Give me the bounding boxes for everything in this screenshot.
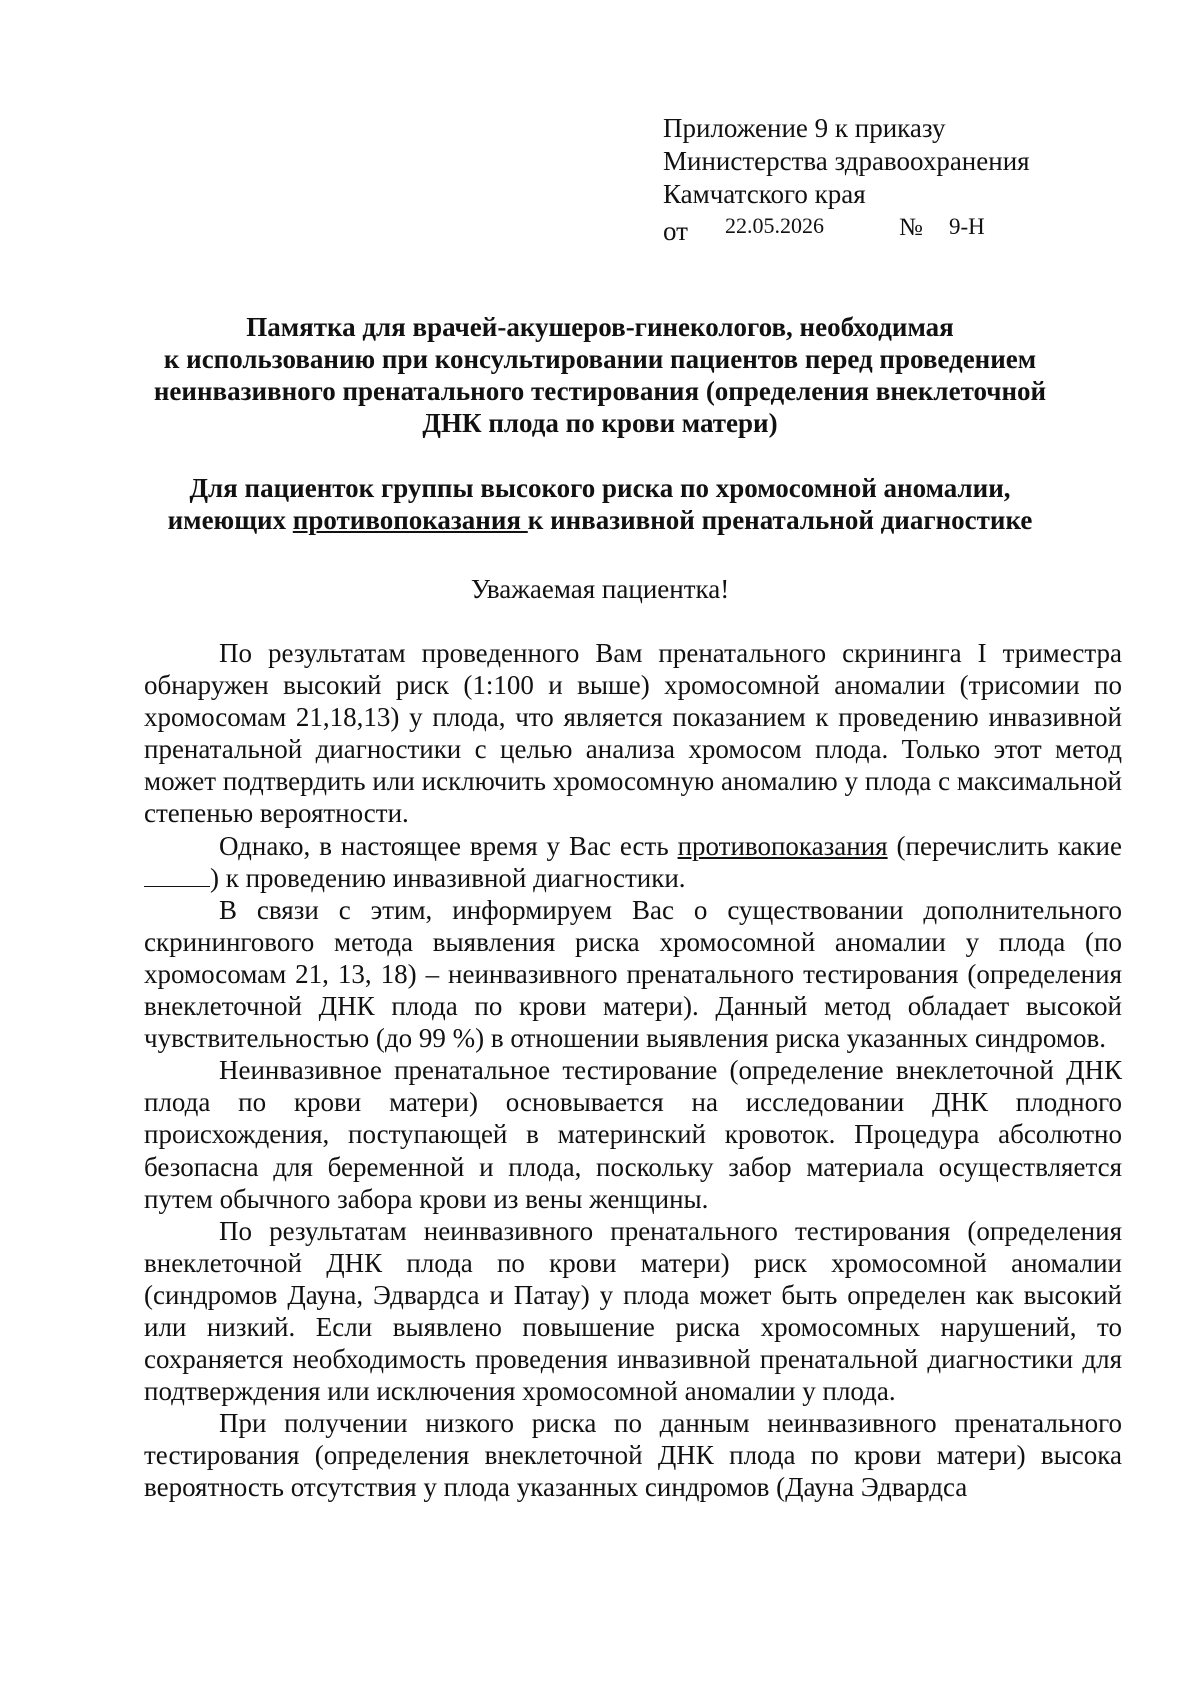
order-appendix-header [663,112,1030,244]
paragraph-text: ) к проведению инвазивной диагностики. [210,862,686,893]
order-number: 9-Н [949,214,985,239]
document-subtitle [130,472,1070,536]
contraindications-underlined: противопоказания [677,830,888,861]
order-date: 22.05.2026 [725,213,824,238]
from-label: от [663,216,688,246]
subtitle-text: имеющих [167,505,293,535]
title-line: к использованию при консультировании пациентов перед проведением [163,344,1037,374]
paragraph: В связи с этим, информируем Вас о существовании дополнительного скринингового метода выявления риска хромосомной аномалии у плода (по хромосомам 21, 13, 18) – неинвазивного пренатального тестирования (определения внеклеточной ДНК плода по крови матери). Данный метод обладает высокой чувствительностью (до 99 %) в отношении выявления риска указанных синдромов. [144,894,1122,1054]
appendix-line: Приложение 9 к приказу [663,113,946,143]
ministry-line: Министерства здравоохранения [663,146,1030,176]
subtitle-line: Для пациенток группы высокого риска по хромосомной аномалии, [189,473,1011,503]
paragraph: При получении низкого риска по данным неинвазивного пренатального тестирования (определения внеклеточной ДНК плода по крови матери) высока вероятность отсутствия у плода указанных синдромов (Дауна Эдвардса [144,1408,1122,1503]
paragraph-text: (перечислить какие [887,830,1122,861]
greeting: Уважаемая пациентка! [470,574,730,604]
document-title [130,311,1070,439]
title-line: ДНК плода по крови матери) [422,408,778,438]
title-line: неинвазивного пренатального тестирования (определения внеклеточной [153,376,1047,406]
fill-in-blank [144,864,210,887]
number-sign: № [899,214,923,241]
order-date-line [663,211,1030,244]
paragraph: По результатам неинвазивного пренатального тестирования (определения внеклеточной ДНК плода по крови матери) риск хромосомной аномалии (синдромов Дауна, Эдвардса и Патау) у плода может быть определен как высокий или низкий. Если выявлено повышение риска хромосомных нарушений, то сохраняется необходимость проведения инвазивной пренатальной диагностики для подтверждения или исключения хромосомной аномалии у плода. [144,1215,1122,1407]
region-line: Камчатского края [663,179,866,209]
paragraph: По результатам проведенного Вам пренатального скрининга I триместра обнаружен высокий риск (1:100 и выше) хромосомной аномалии (трисомии по хромосомам 21,18,13) у плода, что является показанием к проведению инвазивной пренатальной диагностики с целью анализа хромосом плода. Только этот метод может подтвердить или исключить хромосомную аномалию у плода с максимальной степенью вероятности. [144,638,1122,829]
subtitle-line [130,504,1070,536]
paragraph-text: Однако, в настоящее время у Вас есть [219,830,678,861]
subtitle-text: к инвазивной пренатальной диагностике [527,505,1033,535]
paragraph: Неинвазивное пренатальное тестирование (определение внеклеточной ДНК плода по крови матери) основывается на исследовании ДНК плодного происхождения, поступающей в материнский кровоток. Процедура абсолютно безопасна для беременной и плода, поскольку забор материала осуществляется путем обычного забора крови из вены женщины. [144,1055,1122,1214]
contraindications-underlined: противопоказания [292,505,528,535]
paragraph [144,830,1122,894]
document-body [144,637,1122,1504]
title-line: Памятка для врачей-акушеров-гинекологов, необходимая [246,312,954,342]
